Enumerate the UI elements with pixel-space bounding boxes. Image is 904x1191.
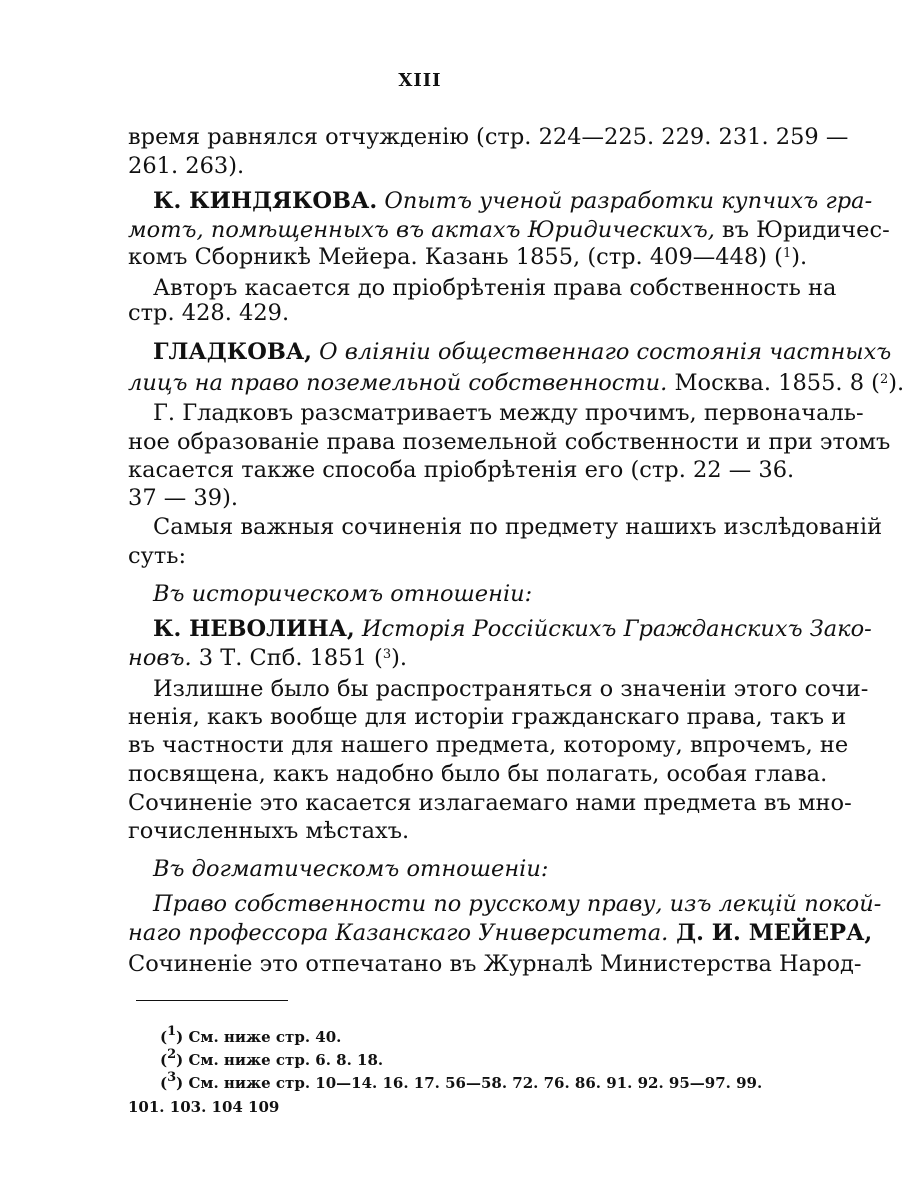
- footnote-ref-1[interactable]: 1: [782, 246, 792, 261]
- footnote-3-mark: 3: [167, 1070, 177, 1085]
- kindyakova-rest-2: въ Юридичес-: [714, 217, 890, 243]
- footnote-2-text: См. ниже стр. 6. 8. 18.: [183, 1051, 384, 1069]
- nevolina-entry-line-2: [128, 647, 758, 670]
- nevolina-desc-line-4: посвящена, какъ надобно было бы полагать, особая глава.: [128, 761, 828, 787]
- gladkova-desc-line-1: Г. Гладковъ разсматриваетъ между прочимъ, первоначаль-: [153, 400, 864, 426]
- kindyakova-author: К. КИНДЯКОВА.: [153, 188, 378, 214]
- page-number: XIII: [398, 70, 442, 91]
- nevolina-desc-line-3: въ частности для нашего предмета, которому, впрочемъ, не: [128, 732, 849, 758]
- gladkova-desc-line-3: касается также способа пріобрѣтенія его (стр. 22 — 36.: [128, 457, 795, 483]
- gladkova-desc-line-4: 37 — 39).: [128, 485, 238, 511]
- nevolina-publication: 3 Т. Спб. 1851 (: [191, 645, 383, 671]
- gladkova-desc-line-2: ное образованіе права поземельной собственности и при этомъ: [128, 429, 891, 455]
- footnote-ref-2[interactable]: 2: [879, 372, 889, 387]
- historical-heading: Въ историческомъ отношеніи:: [153, 581, 533, 607]
- nevolina-entry-line-1: [153, 616, 872, 642]
- kindyakova-publication: комъ Сборникѣ Мейера. Казань 1855, (стр. 409—448) (: [128, 244, 783, 270]
- meyer-title-part-2: наго профессора Казанскаго Университета.: [128, 920, 669, 946]
- footnote-1-text: См. ниже стр. 40.: [183, 1028, 342, 1046]
- nevolina-desc-line-1: Излишне было бы распространяться о значеніи этого сочи-: [153, 676, 869, 702]
- meyer-entry-line-2: [128, 920, 873, 946]
- kindyakova-entry-line-1: [153, 188, 873, 214]
- kindyakova-title-part-2: мотъ, помѣщенныхъ въ актахъ Юридическихъ,: [128, 217, 715, 243]
- gladkova-publication: Москва. 1855. 8 (: [667, 370, 880, 396]
- kindyakova-title-part-1: Опытъ ученой разработки купчихъ гра-: [384, 188, 873, 214]
- meyer-entry-line-3: Сочиненіе это отпечатано въ Журналѣ Министерства Народ-: [128, 951, 862, 977]
- kindyakova-desc-line-2: стр. 428. 429.: [128, 300, 290, 326]
- footnote-2: ($^2$) См. ниже стр. 6. 8. 18.: [160, 1047, 384, 1069]
- dogmatic-heading: Въ догматическомъ отношеніи:: [153, 856, 549, 882]
- gladkova-title-part-1: О вліяніи общественнаго состоянія частныхъ: [319, 339, 892, 365]
- nevolina-end: ).: [391, 645, 408, 671]
- footnote-ref-3[interactable]: 3: [382, 647, 392, 662]
- footnote-2-mark: 2: [167, 1047, 177, 1062]
- footnote-3: ($^3$) См. ниже стр. 10—14. 16. 17. 56—58. 72. 76. 86. 91. 92. 95—97. 99.: [160, 1070, 763, 1092]
- meyer-title-line-1: Право собственности по русскому праву, изъ лекцій покой-: [153, 891, 882, 917]
- gladkova-end: ).: [888, 370, 904, 396]
- intro-line-2: 261. 263).: [128, 153, 245, 179]
- footnote-1-mark: 1: [167, 1024, 177, 1039]
- meyer-author: Д. И. МЕЙЕРА,: [668, 920, 873, 946]
- kindyakova-desc-line-1: Авторъ касается до пріобрѣтенія права собственность на: [153, 275, 837, 301]
- footnote-3-text: См. ниже стр. 10—14. 16. 17. 56—58. 72. 76. 86. 91. 92. 95—97. 99.: [183, 1074, 763, 1092]
- gladkova-entry-line-1: [153, 339, 892, 365]
- gladkova-author: ГЛАДКОВА,: [153, 339, 313, 365]
- footnote-divider: [136, 1000, 288, 1001]
- kindyakova-entry-line-3: [128, 244, 808, 270]
- nevolina-desc-line-5: Сочиненіе это касается излагаемаго нами предмета въ мно-: [128, 790, 852, 816]
- gladkova-title-part-2: лицъ на право поземельной собственности.: [128, 370, 668, 396]
- gladkova-entry-line-2: [128, 370, 904, 396]
- nevolina-title-part-2: новъ.: [128, 645, 192, 671]
- important-works-line-2: суть:: [128, 543, 187, 569]
- nevolina-title-part-1: Исторія Россійскихъ Гражданскихъ Зако-: [361, 616, 872, 642]
- footnote-1: ($^1$) См. ниже стр. 40.: [160, 1024, 342, 1046]
- kindyakova-end: ).: [791, 244, 808, 270]
- nevolina-desc-line-2: ненія, какъ вообще для исторіи гражданскаго права, такъ и: [128, 704, 847, 730]
- nevolina-desc-line-6: гочисленныхъ мѣстахъ.: [128, 818, 410, 844]
- important-works-line-1: Самыя важныя сочиненія по предмету нашихъ изслѣдованій: [153, 514, 883, 540]
- intro-line-1: время равнялся отчужденію (стр. 224—225. 229. 231. 259 —: [128, 124, 849, 150]
- kindyakova-entry-line-2: [128, 217, 890, 243]
- footnote-3-continuation: 101. 103. 104 109: [128, 1098, 280, 1116]
- nevolina-author: К. НЕВОЛИНА,: [153, 616, 355, 642]
